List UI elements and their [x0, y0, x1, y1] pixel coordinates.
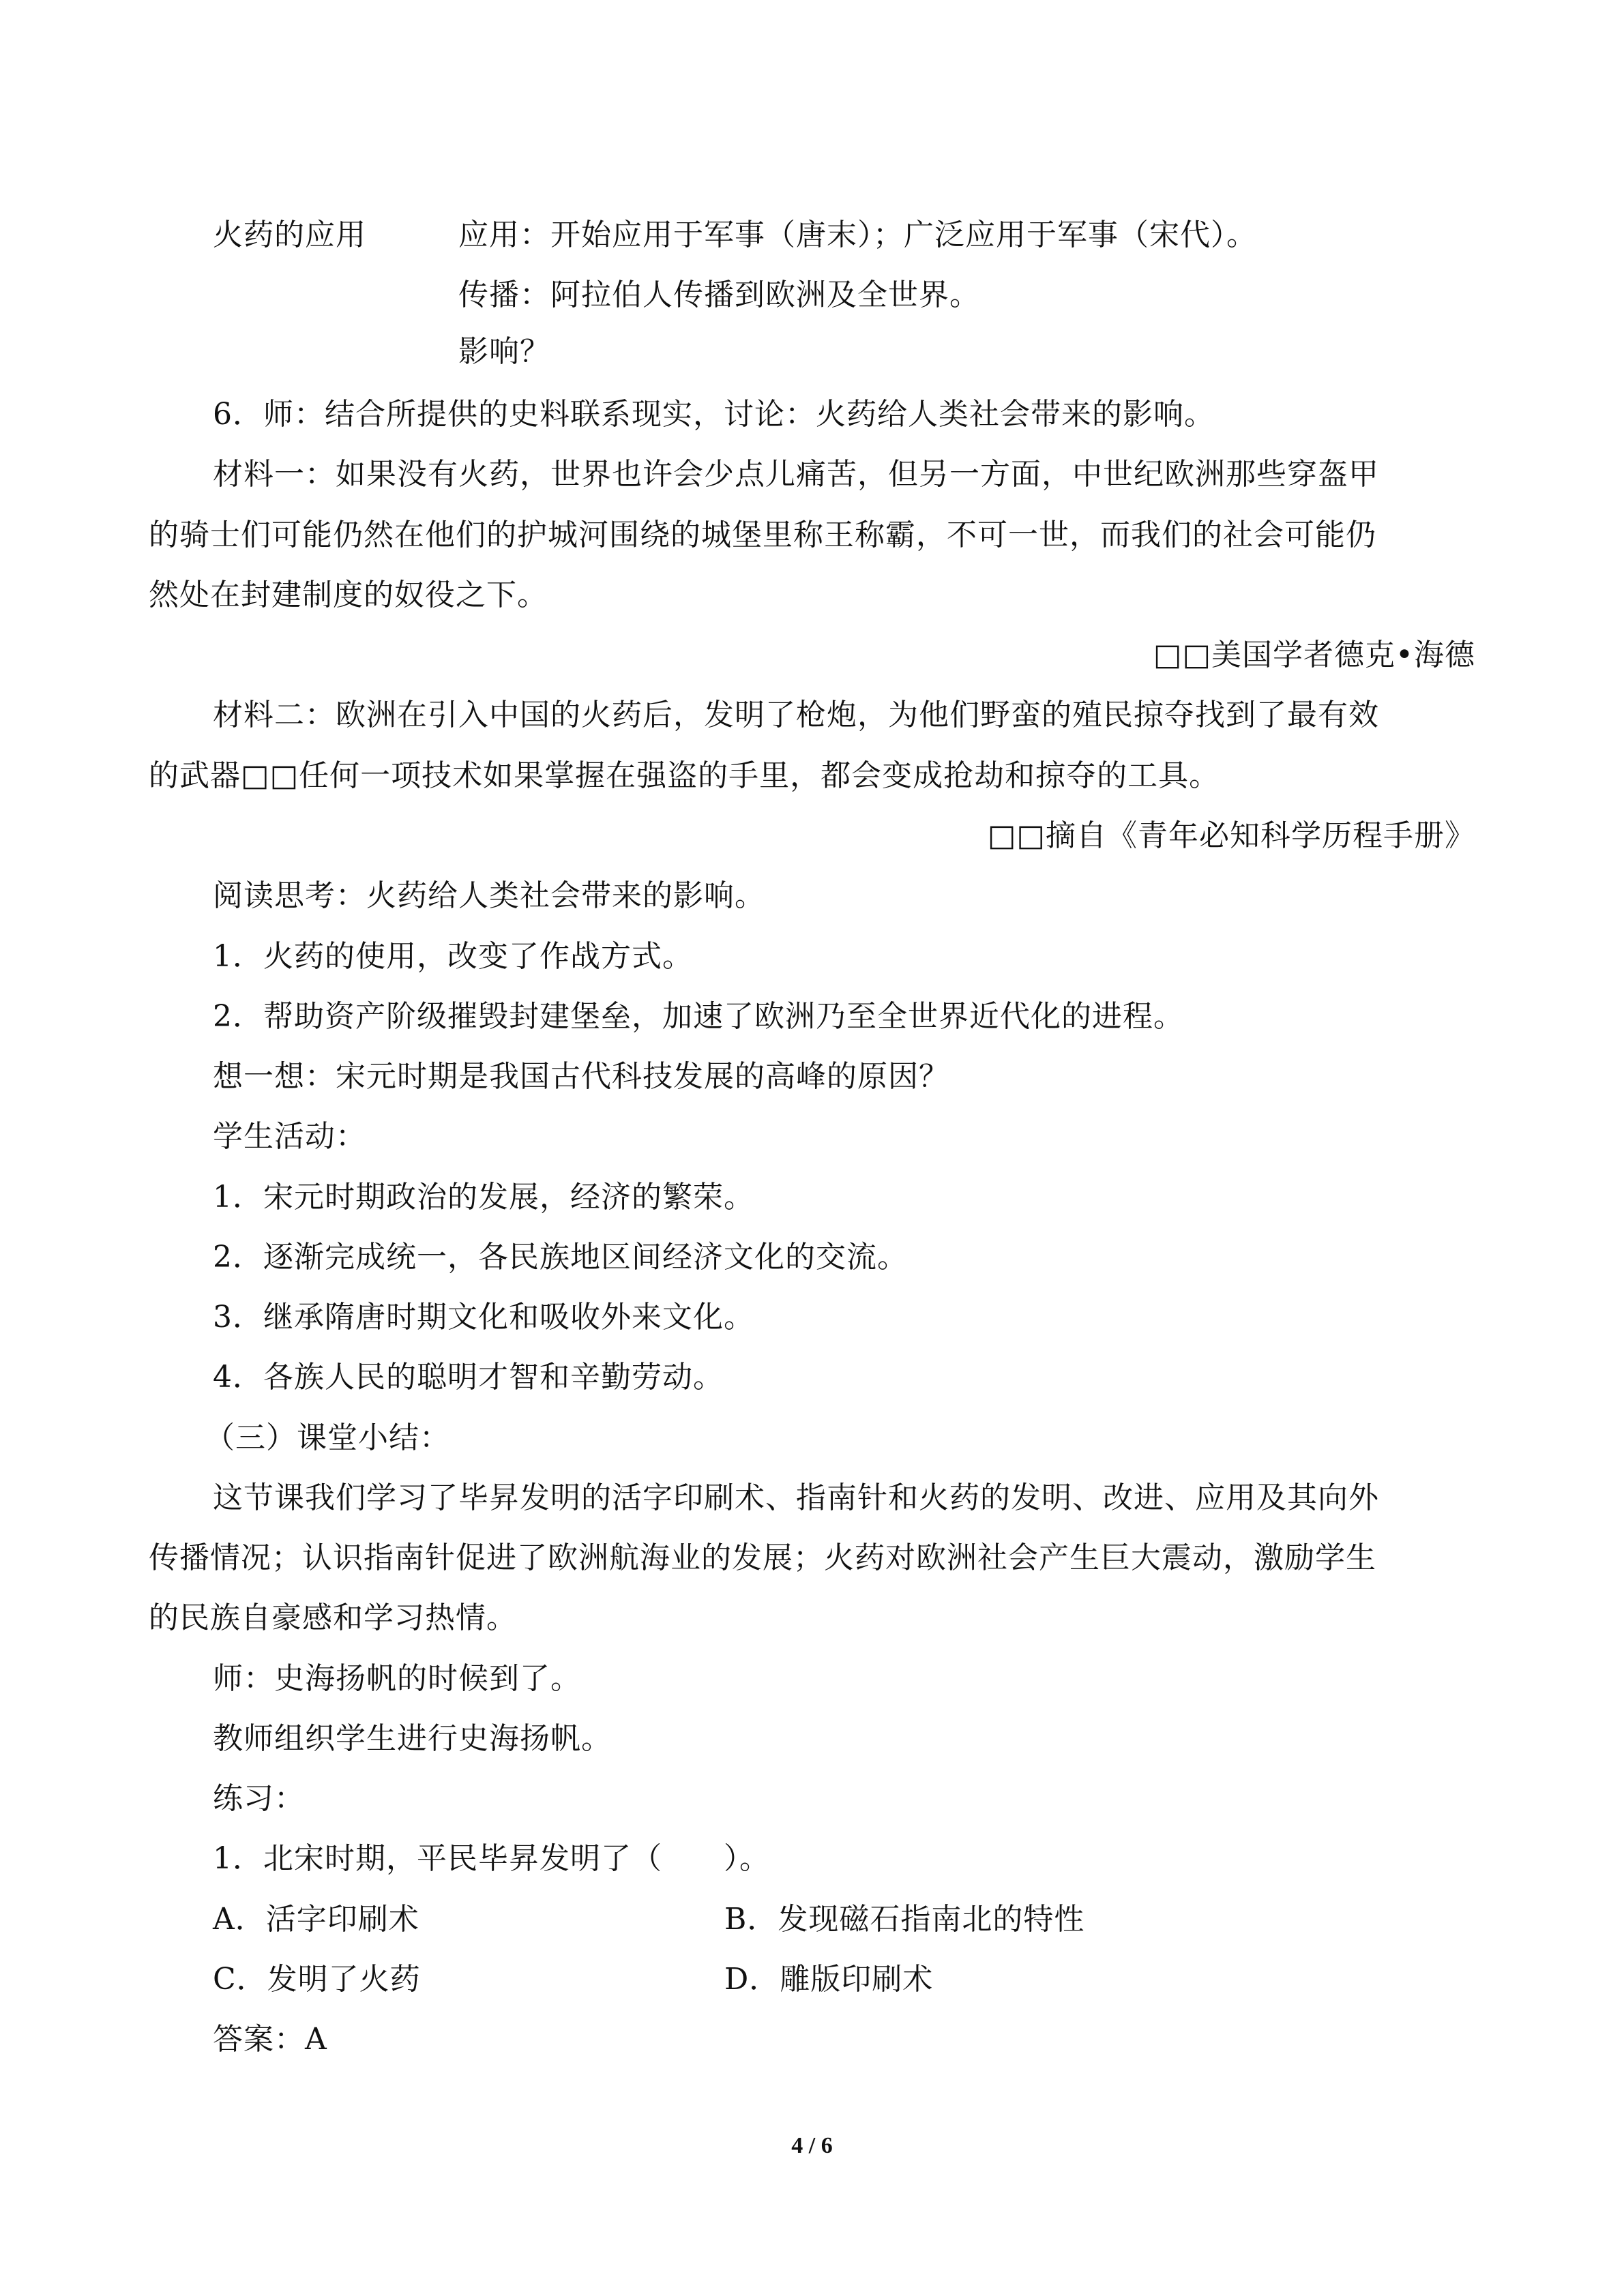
- teacher-line: 师：史海扬帆的时候到了。: [213, 1661, 581, 1696]
- summary-line-1: 这节课我们学习了毕昇发明的活字印刷术、指南针和火药的发明、改进、应用及其向外: [213, 1480, 1379, 1515]
- gunpowder-impact: 影响？: [458, 334, 550, 369]
- gunpowder-spread: 传播：阿拉伯人传播到欧洲及全世界。: [458, 278, 980, 312]
- think-question: 想一想：宋元时期是我国古代科技发展的高峰的原因？: [213, 1059, 949, 1094]
- gunpowder-application: 应用：开始应用于军事（唐末）；广泛应用于军事（宋代）。: [458, 218, 1257, 252]
- material-2-source: □□摘自《青年必知科学历程手册》: [987, 818, 1475, 853]
- reading-question: 阅读思考：火药给人类社会带来的影响。: [213, 878, 765, 913]
- student-activity-label: 学生活动：: [213, 1119, 366, 1154]
- material-2-line-2: 的武器□□任何一项技术如果掌握在强盗的手里，都会变成抢劫和掠夺的工具。: [149, 758, 1220, 793]
- reading-point-2: 2．帮助资产阶级摧毁封建堡垒，加速了欧洲乃至全世界近代化的进程。: [213, 999, 1184, 1034]
- item-6-discussion: 6．师：结合所提供的史料联系现实，讨论：火药给人类社会带来的影响。: [213, 397, 1215, 432]
- option-a: A．活字印刷术: [213, 1902, 419, 1937]
- activity-point-3: 3．继承隋唐时期文化和吸收外来文化。: [213, 1300, 754, 1335]
- reading-point-1: 1．火药的使用，改变了作战方式。: [213, 939, 693, 974]
- option-d: D．雕版印刷术: [724, 1962, 934, 1997]
- material-1-line-2: 的骑士们可能仍然在他们的护城河围绕的城堡里称王称霸，不可一世，而我们的社会可能仍: [149, 518, 1376, 552]
- material-2-line-1: 材料二：欧洲在引入中国的火药后，发明了枪炮，为他们野蛮的殖民掠夺找到了最有效: [213, 698, 1379, 732]
- option-b: B．发现磁石指南北的特性: [724, 1902, 1085, 1937]
- material-1-source: □□美国学者德克•海德: [1153, 638, 1475, 672]
- activity-point-4: 4．各族人民的聪明才智和辛勤劳动。: [213, 1360, 724, 1395]
- organize-line: 教师组织学生进行史海扬帆。: [213, 1721, 612, 1756]
- summary-line-3: 的民族自豪感和学习热情。: [149, 1600, 517, 1635]
- exercise-question-1: 1．北宋时期，平民毕昇发明了（ ）。: [213, 1841, 770, 1876]
- summary-line-2: 传播情况；认识指南针促进了欧洲航海业的发展；火药对欧洲社会产生巨大震动，激励学生: [149, 1540, 1376, 1575]
- exercise-answer: 答案：A: [213, 2022, 327, 2057]
- option-c: C．发明了火药: [213, 1962, 421, 1997]
- activity-point-1: 1．宋元时期政治的发展，经济的繁荣。: [213, 1180, 754, 1214]
- material-1-line-3: 然处在封建制度的奴役之下。: [149, 578, 548, 612]
- page-number: 4 / 6: [791, 2133, 833, 2158]
- activity-point-2: 2．逐渐完成统一，各民族地区间经济文化的交流。: [213, 1240, 908, 1274]
- gunpowder-title: 火药的应用: [213, 218, 366, 252]
- exercise-label: 练习：: [213, 1781, 305, 1816]
- material-1-line-1: 材料一：如果没有火药，世界也许会少点儿痛苦，但另一方面，中世纪欧洲那些穿盔甲: [213, 457, 1379, 492]
- summary-heading: （三）课堂小结：: [205, 1420, 450, 1455]
